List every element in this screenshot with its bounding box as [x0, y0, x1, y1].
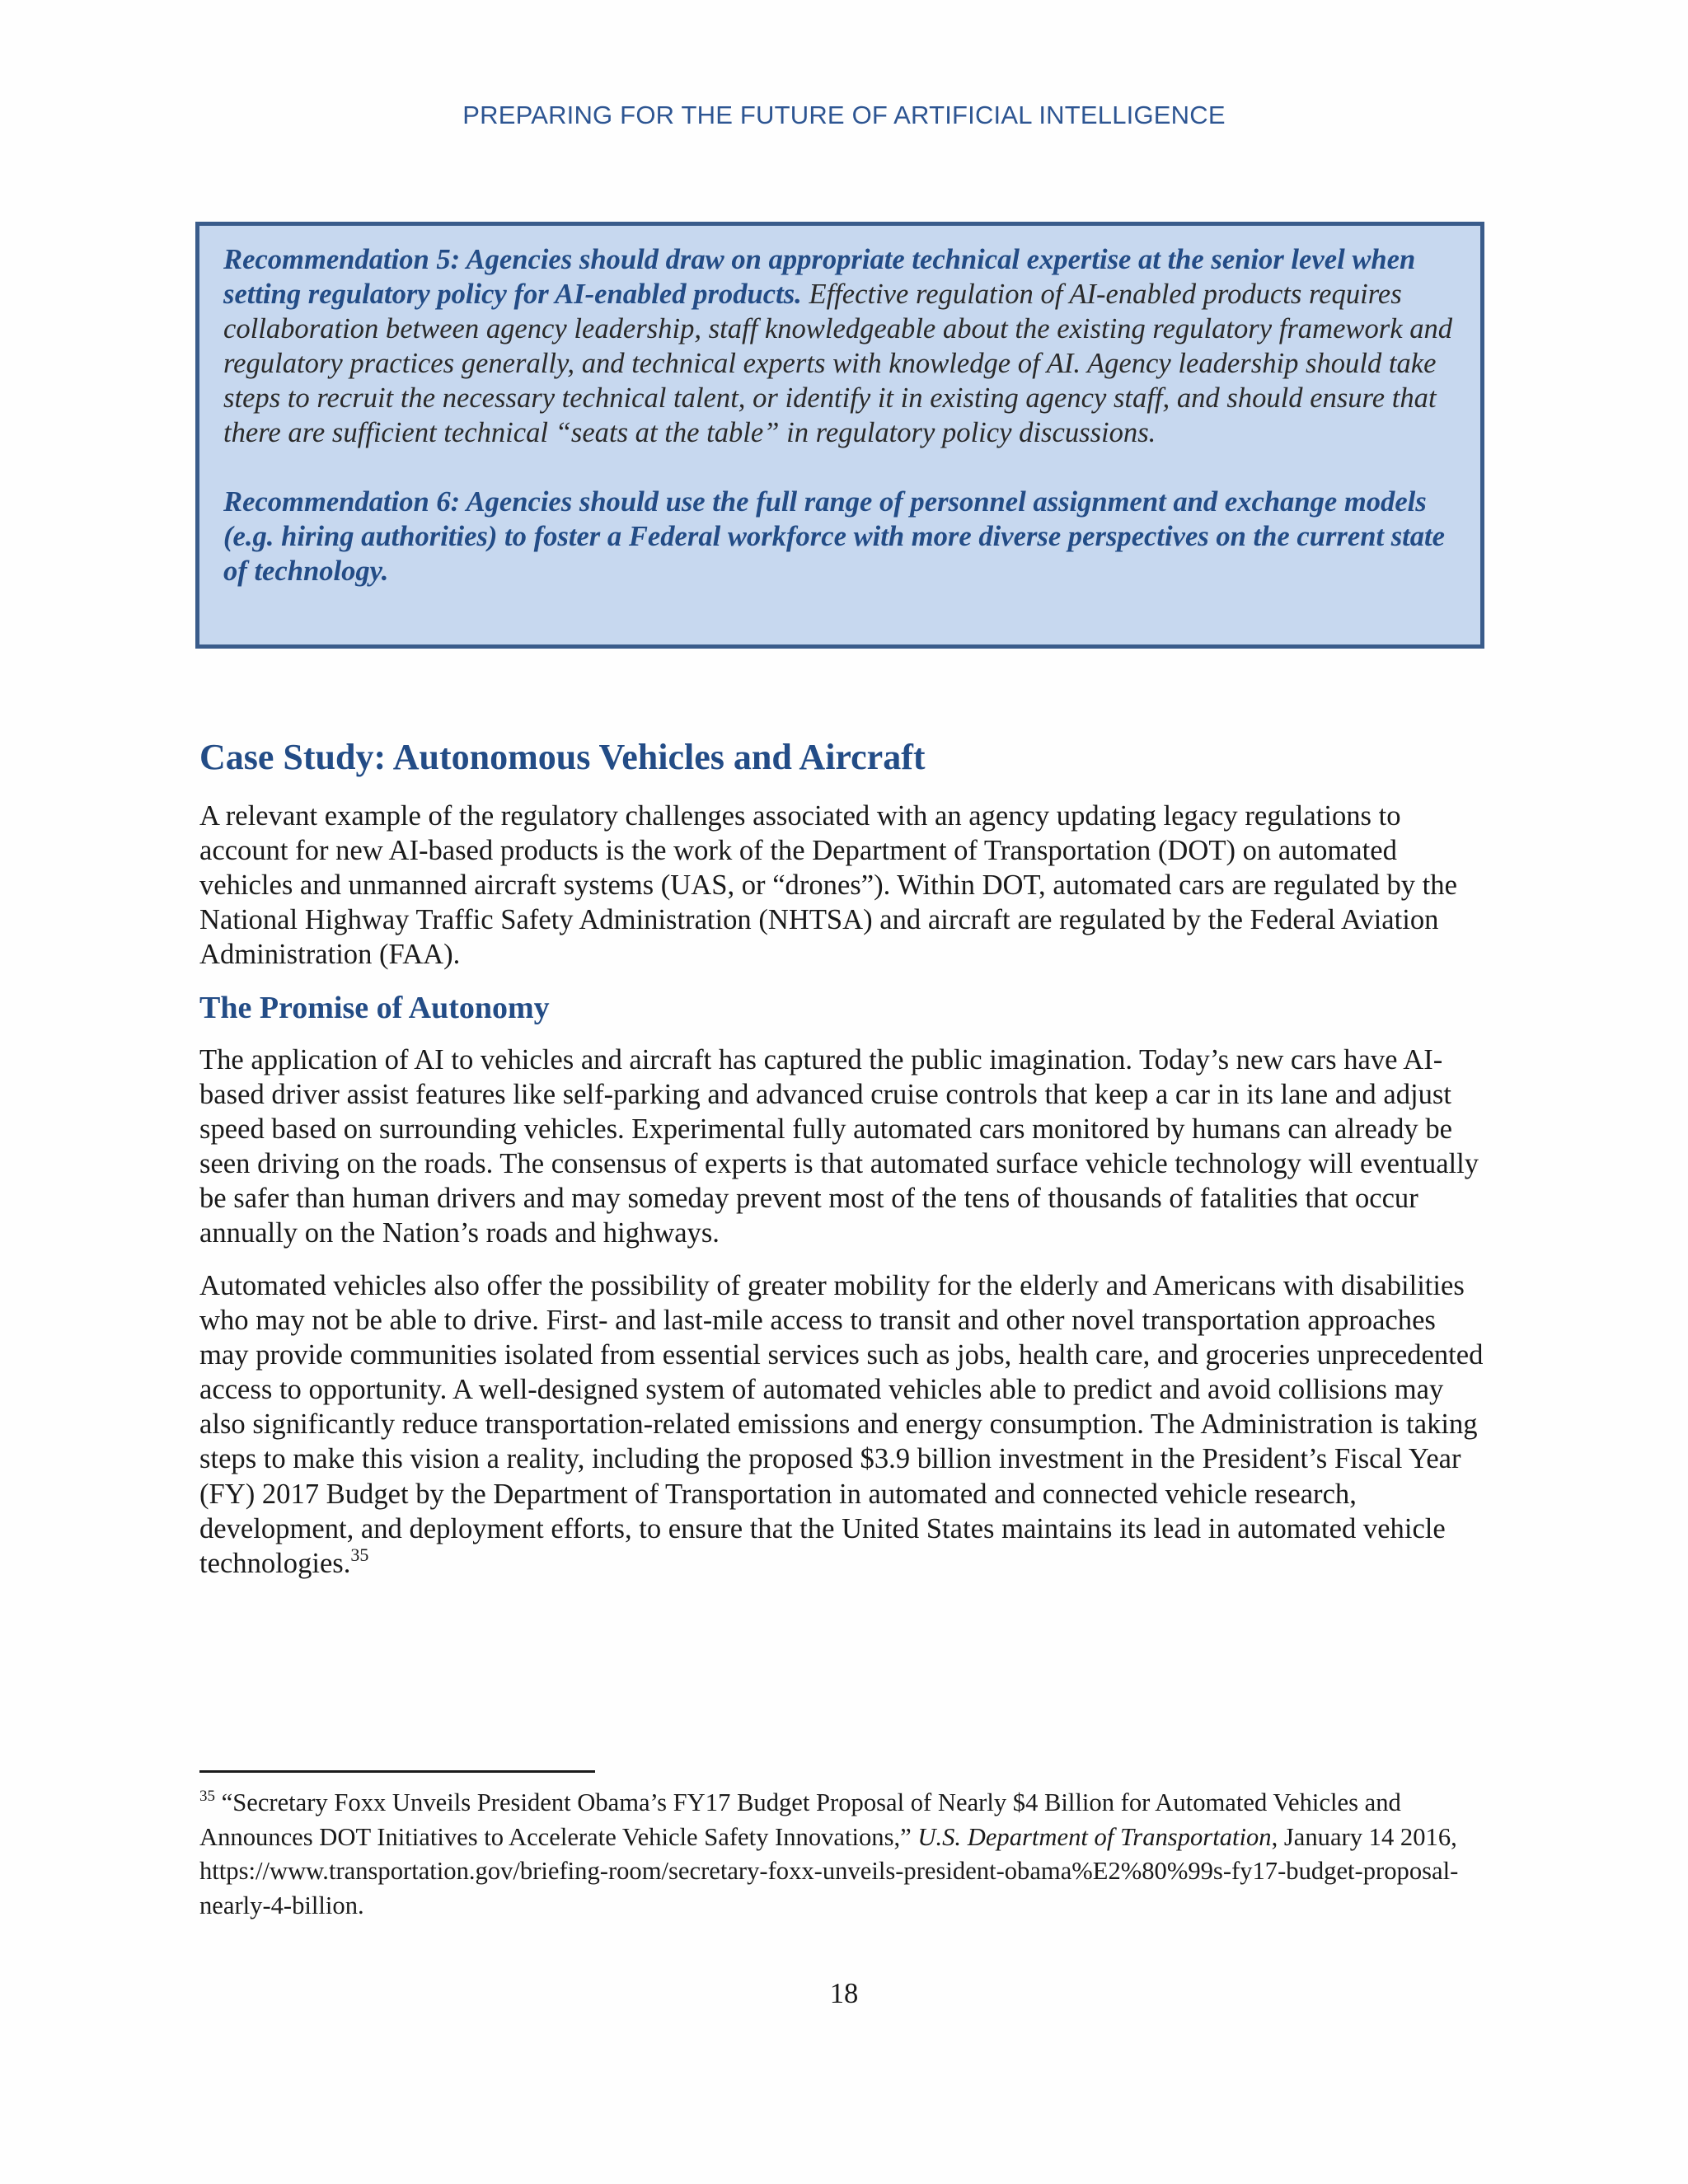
recommendations-callout-box — [195, 222, 1484, 649]
mobility-paragraph — [199, 1268, 1485, 1581]
footnote-reference[interactable]: 35 — [350, 1544, 369, 1565]
footnote-divider — [199, 1770, 595, 1773]
mobility-paragraph-text: Automated vehicles also offer the possibility of greater mobility for the elderly and Americans with disabilities who may not be able to drive. First- and last-mile access to transit and other novel transportation approaches may provide communities isolated from essential services such as jobs, health care, and groceries unprecedented access to opportunity. A well-designed system of automated vehicles able to predict and avoid collisions may also significantly reduce transportation-related emissions and energy consumption. The Administration is taking steps to make this vision a reality, including the proposed $3.9 billion investment in the President’s Fiscal Year (FY) 2017 Budget by the Department of Transportation in automated and connected vehicle research, development, and deployment efforts, to ensure that the United States maintains its lead in automated vehicle technologies. — [199, 1270, 1484, 1579]
recommendation-5 — [223, 242, 1456, 450]
recommendation-5-body: Effective regulation of AI-enabled products requires collaboration between agency leadership, staff knowledgeable about the existing regulatory framework and regulatory practices generally, and technical experts with knowledge of AI. Agency leadership should take steps to recruit the necessary technical talent, or identify it in existing agency staff, and should ensure that there are sufficient technical “seats at the table” in regulatory policy discussions. — [223, 279, 1453, 448]
recommendation-6-heading: Recommendation 6: Agencies should use the full range of personnel assignment and exchange models (e.g. hiring authorities) to foster a Federal workforce with more diverse perspectives on the current state of technology. — [223, 486, 1446, 587]
recommendation-5-heading: Recommendation 5: Agencies should draw on appropriate technical expertise at the senior level when setting regulatory policy for AI-enabled products. — [223, 244, 1416, 310]
promise-paragraph: The application of AI to vehicles and aircraft has captured the public imagination. Today’s new cars have AI-based driver assist features like self-parking and advanced cruise controls that keep a car in its lane and adjust speed based on surrounding vehicles. Experimental fully automated cars monitored by humans can already be seen driving on the roads. The consensus of experts is that automated surface vehicle technology will eventually be safer than human drivers and may someday prevent most of the tens of thousands of fatalities that occur annually on the Nation’s roads and highways. — [199, 1044, 1479, 1249]
promise-of-autonomy-heading: The Promise of Autonomy — [199, 991, 550, 1025]
running-header: PREPARING FOR THE FUTURE OF ARTIFICIAL INTELLIGENCE — [462, 101, 1226, 129]
case-study-title: Case Study: Autonomous Vehicles and Aircraft — [199, 737, 926, 777]
footnote-text-after-source[interactable]: , January 14 2016, https://www.transportation.gov/briefing-room/secretary-foxx-unveils-president-obama%E2%80%99s-fy17-budget-proposal-nearly-4-billion. — [199, 1822, 1459, 1919]
footnote-text-before-source: “Secretary Foxx Unveils President Obama’s FY17 Budget Proposal of Nearly $4 Billion for Automated Vehicles and Announces DOT Initiatives to Accelerate Vehicle Safety Innovations,” — [199, 1788, 1401, 1851]
footnote-source: U.S. Department of Transportation — [917, 1822, 1272, 1851]
footnote — [199, 1786, 1485, 1923]
page-number: 18 — [829, 1978, 859, 2009]
case-study-intro-paragraph: A relevant example of the regulatory challenges associated with an agency updating legacy regulations to account for new AI-based products is the work of the Department of Transportation (DOT) on automated vehicles and unmanned aircraft systems (UAS, or “drones”). Within DOT, automated cars are regulated by the National Highway Traffic Safety Administration (NHTSA) and aircraft are regulated by the Federal Aviation Administration (FAA). — [199, 800, 1457, 971]
footnote-number: 35 — [199, 1788, 215, 1805]
recommendation-6 — [223, 485, 1456, 588]
